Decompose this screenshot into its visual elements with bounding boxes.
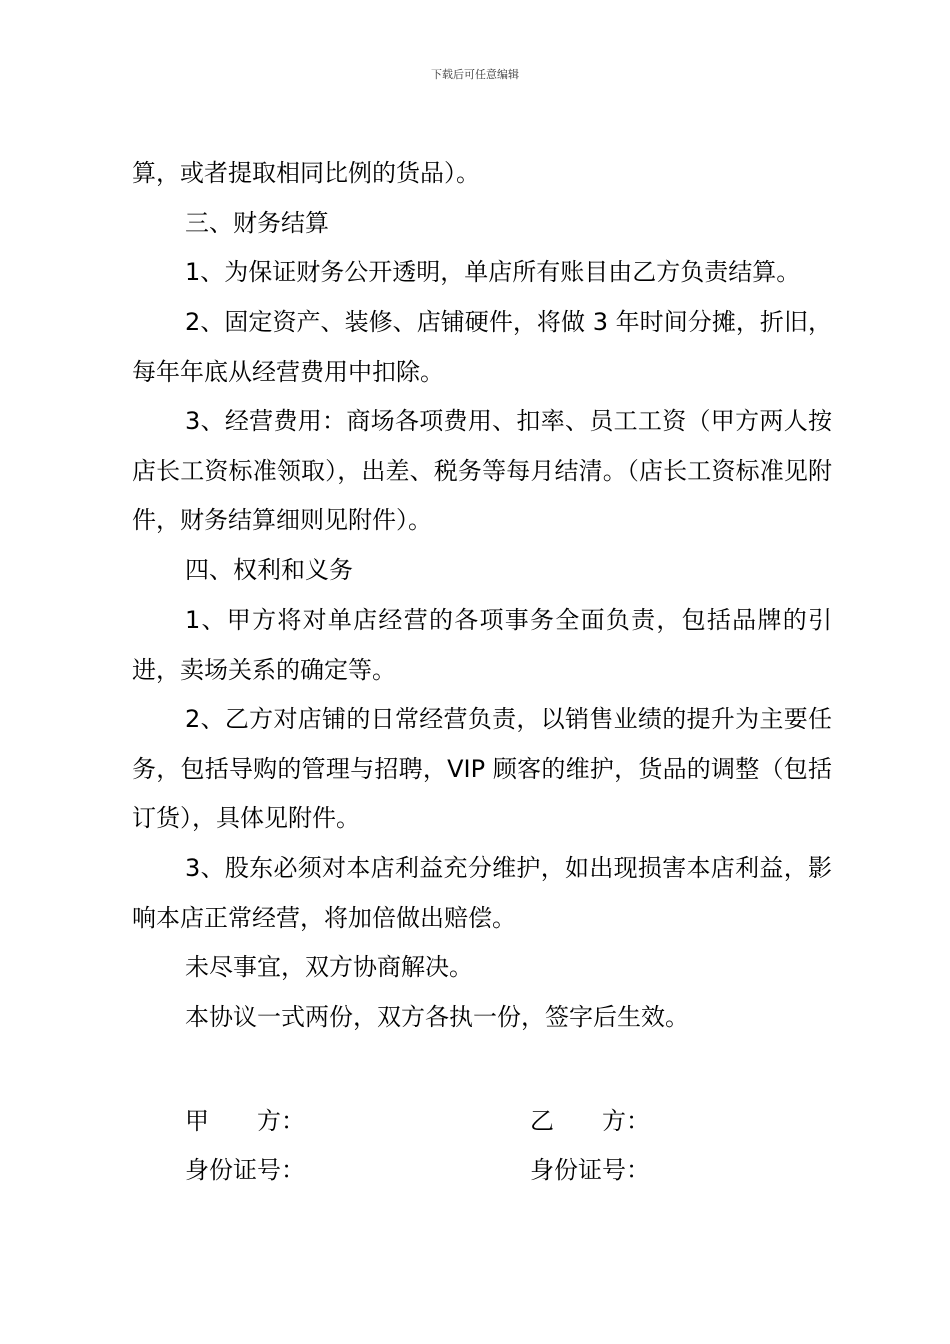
section-title-rights: 四、权利和义务 bbox=[185, 556, 353, 584]
section-title-finance: 三、财务结算 bbox=[185, 209, 329, 237]
finance-item-1: 1、为保证财务公开透明，单店所有账目由乙方负责结算。 bbox=[185, 258, 801, 286]
party-b-id-label: 身份证号： bbox=[530, 1156, 650, 1184]
party-a-label: 甲 方： bbox=[185, 1107, 305, 1135]
rights-item-3: 3、股东必须对本店利益充分维护，如出现损害本店利益，影响本店正常经营，将加倍做出赔偿。 bbox=[132, 854, 832, 932]
closing-line-2: 本协议一式两份，双方各执一份，签字后生效。 bbox=[185, 1003, 689, 1031]
rights-item-2: 2、乙方对店铺的日常经营负责，以销售业绩的提升为主要任务，包括导购的管理与招聘，VIP 顾客的维护，货品的调整（包括订货），具体见附件。 bbox=[132, 705, 832, 832]
page-header: 下载后可任意编辑 bbox=[431, 68, 519, 81]
party-a-id-label: 身份证号： bbox=[185, 1156, 305, 1184]
rights-item-1: 1、甲方将对单店经营的各项事务全面负责，包括品牌的引进，卖场关系的确定等。 bbox=[132, 606, 832, 684]
paragraph-continuation: 算，或者提取相同比例的货品）。 bbox=[132, 159, 480, 187]
closing-line-1: 未尽事宜，双方协商解决。 bbox=[185, 953, 473, 981]
party-b-label: 乙 方： bbox=[530, 1107, 650, 1135]
finance-item-2: 2、固定资产、装修、店铺硬件，将做 3 年时间分摊，折旧，每年年底从经营费用中扣除。 bbox=[132, 308, 832, 386]
finance-item-3: 3、经营费用：商场各项费用、扣率、员工工资（甲方两人按店长工资标准领取），出差、税务等每月结清。（店长工资标准见附件，财务结算细则见附件）。 bbox=[132, 407, 832, 534]
